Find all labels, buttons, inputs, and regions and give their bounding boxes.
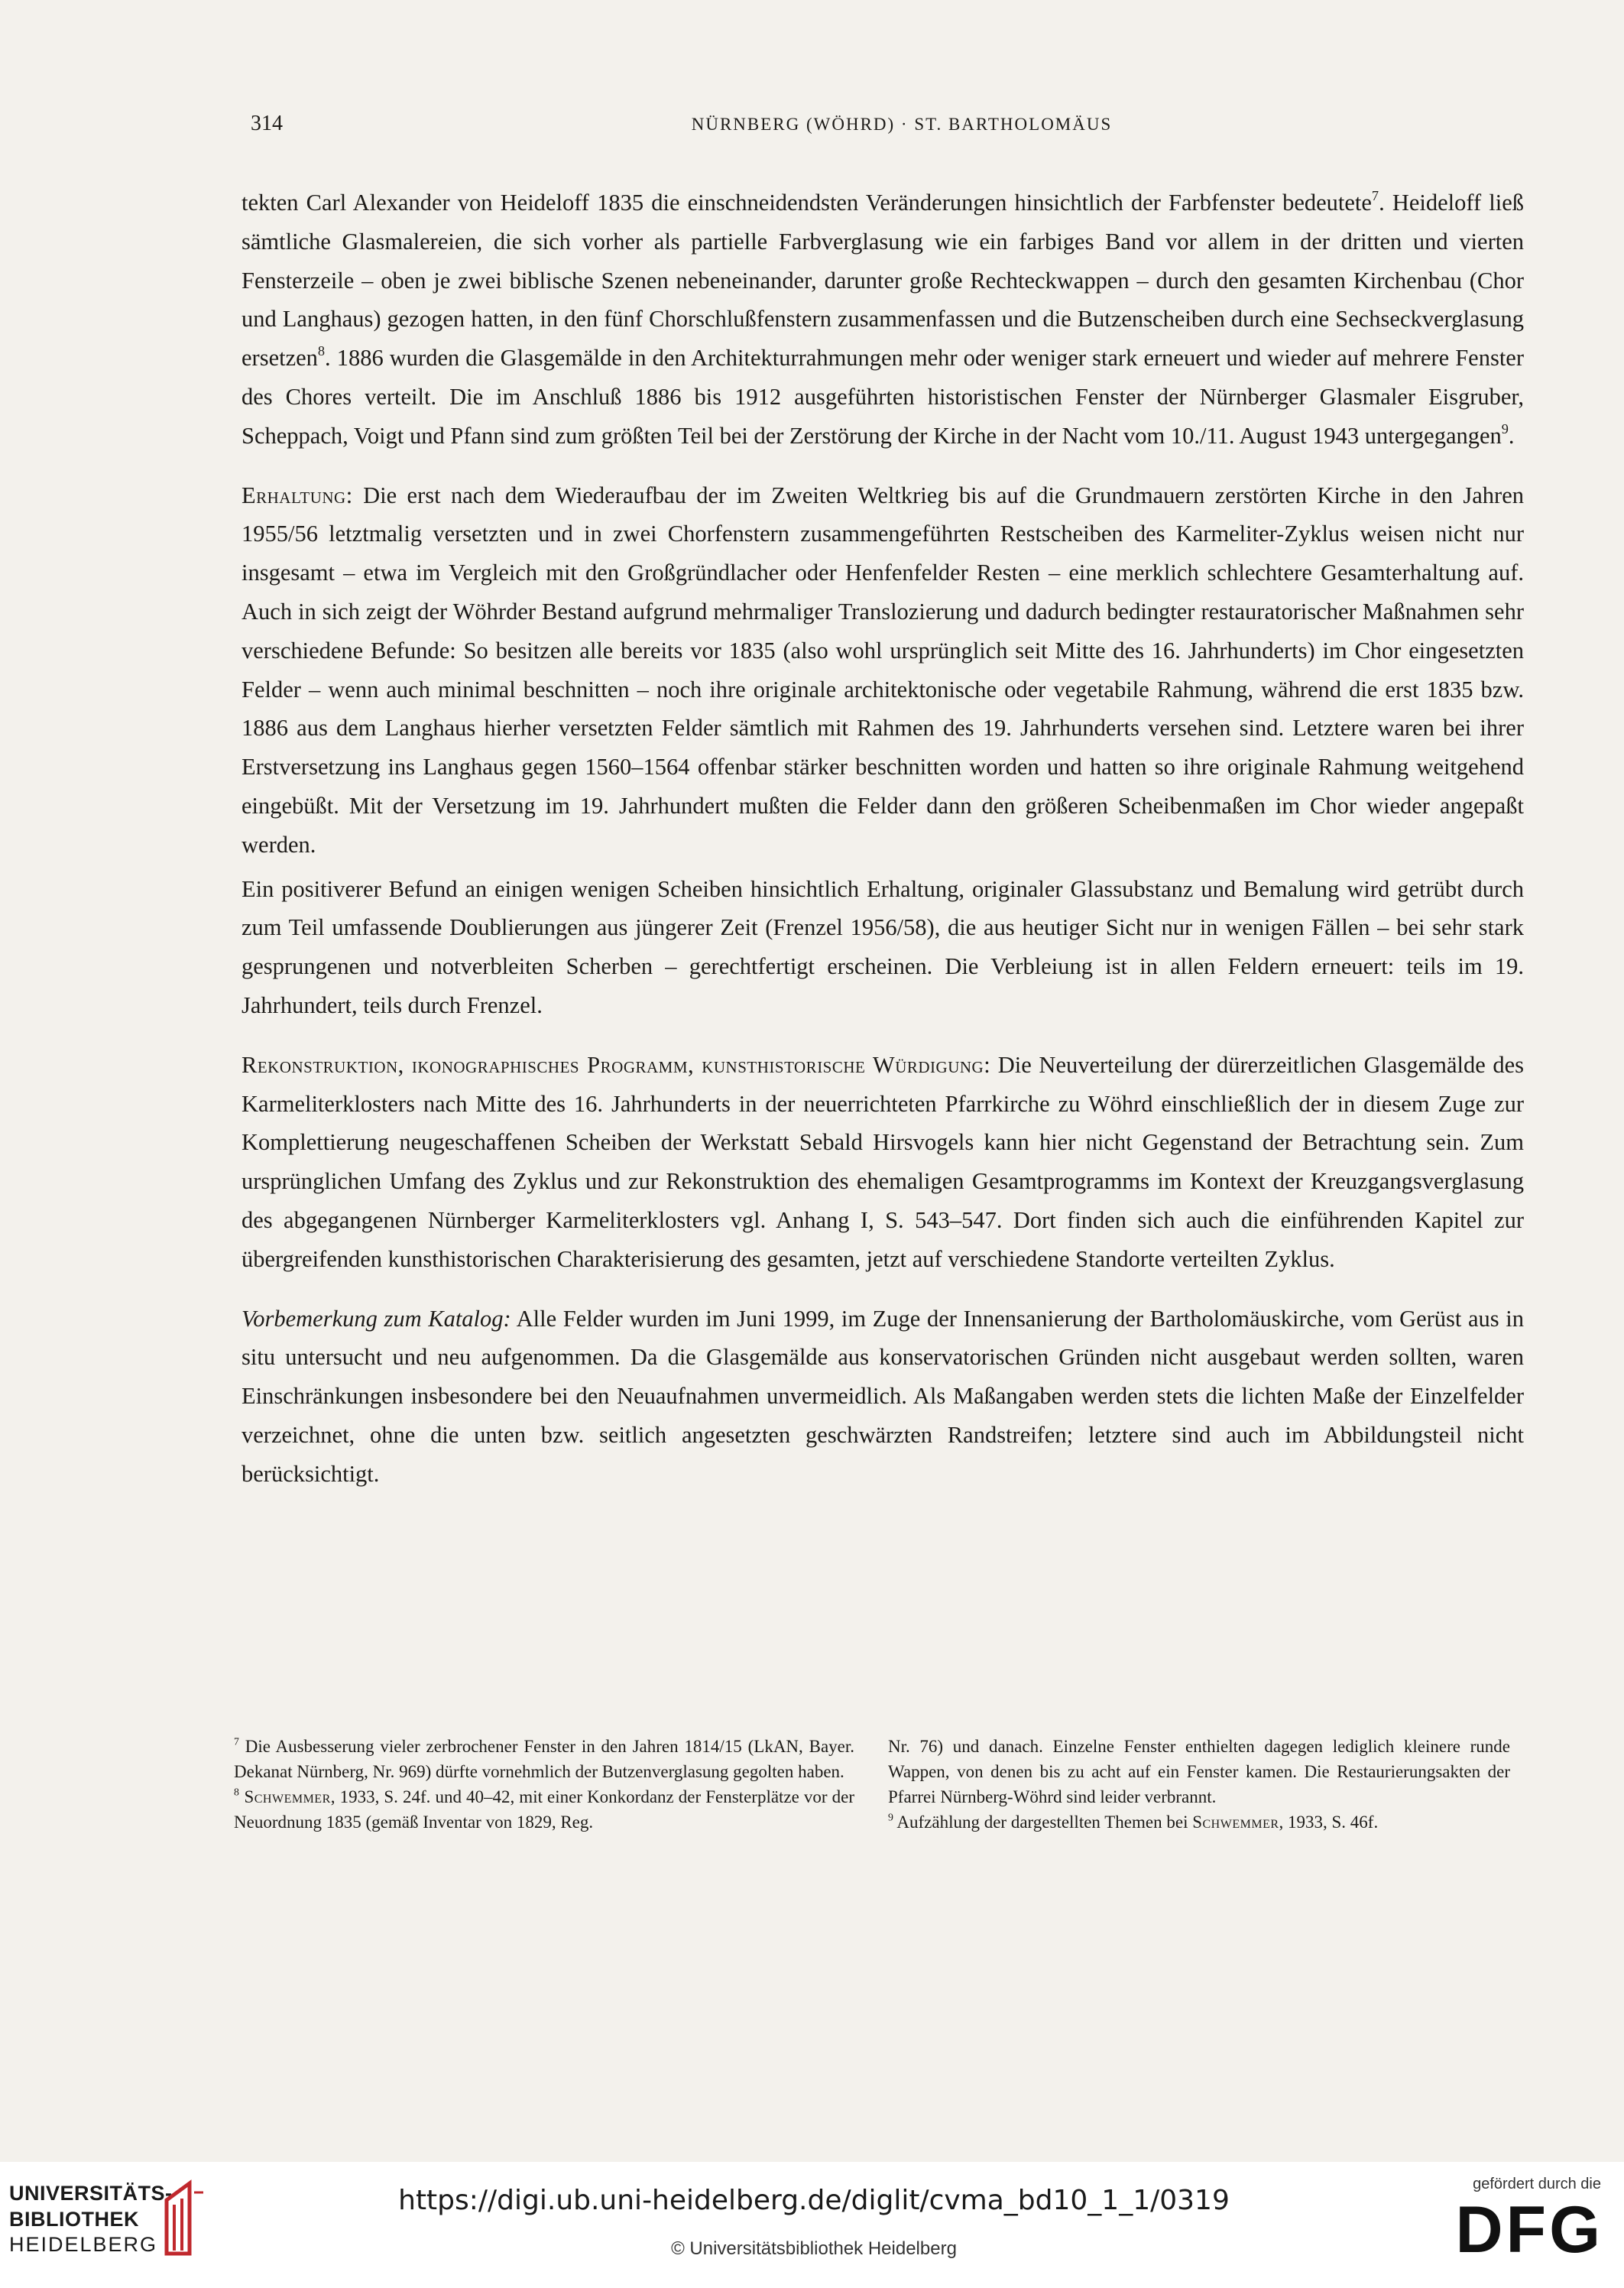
footnote-9: $^9$ Aufzählung der dargestellten Themen bei Schwemmer, 1933, S. 46f. xyxy=(888,1811,1379,1832)
footnotes-right-column xyxy=(888,1734,1510,1835)
footnote-ref-8[interactable]: 8 xyxy=(317,343,326,359)
page-number: 314 xyxy=(251,112,283,135)
paragraph-rekonstruktion: Rekonstruktion, ikonographisches Programm, kunsthistorische Würdigung: Die Neuverteilung der dürerzeitlichen Glasgemälde des Karmeliterklosters nach Mitte des 16. Jahrhunderts in der neuerrichteten Pfarrkirche zu Wöhrd einschließlich der in diesem Zuge zur Komplettierung neugeschaffenen Scheiben der Werkstatt Sebald Hirsvogels kann hier nicht Gegenstand der Betrachtung sein. Zum ursprünglichen Umfang des Zyklus und zur Rekonstruktion des ehemaligen Gesamtprogramms im Kontext der Kreuzgangsverglasung des abgegangenen Nürnberger Karmeliterklosters vgl. Anhang I, S. 543–547. Dort finden sich auch die einführenden Kapitel zur übergreifenden kunsthistorischen Charakterisierung des gesamten, jetzt auf verschiedene Standorte verteilten Zyklus. xyxy=(241,1051,1524,1272)
viewer-footer xyxy=(0,2162,1624,2288)
paragraph-befund: Ein positiverer Befund an einigen wenigen Scheiben hinsichtlich Erhaltung, originaler Glassubstanz und Bemalung wird getrübt durch zum Teil umfassende Doublierungen aus jüngerer Zeit (Frenzel 1956/58), die aus heutiger Sicht nur in wenigen Fällen – bei sehr stark gesprungenen und notverbleiten Scherben – gerechtfertigt erscheinen. Die Verbleiung ist in allen Feldern erneuert: teils im 19. Jahrhundert, teils durch Frenzel. xyxy=(241,875,1524,1018)
dfg-logo[interactable] xyxy=(1429,2176,1613,2275)
paragraph-history: tekten Carl Alexander von Heideloff 1835 die einschneidendsten Veränderungen hinsichtlich der Farbfenster bedeutete$^7$. Heideloff ließ sämtliche Glasmalereien, die sich vorher als partielle Farbverglasung wie ein farbiges Band vor allem in der dritten und vierten Fensterzeile – oben je zwei biblische Szenen nebeneinander, darunter große Rechteckwappen – durch den gesamten Kirchenbau (Chor und Langhaus) gezogen hatten, in den fünf Chorschlußfenstern zusammenfassen und die Butzenscheiben durch eine Sechseckverglasung ersetzen$^8$. 1886 wurden die Glasgemälde in den Architekturrahmungen mehr oder weniger stark erneuert und wieder auf mehrere Fenster des Chores verteilt. Die im Anschluß 1886 bis 1912 ausgeführten historistischen Fenster der Nürnberger Glasmaler Eisgruber, Scheppach, Voigt und Pfann sind zum größten Teil bei der Zerstörung der Kirche in der Nacht vom 10./11. August 1943 untergegangen$^9$. xyxy=(241,188,1524,449)
university-library-logo[interactable]: UNIVERSITÄTS- BIBLIOTHEK HEIDELBERG xyxy=(0,2162,229,2277)
section-lead-erhaltung: Erhaltung: xyxy=(241,482,353,508)
body-text xyxy=(241,183,1524,1514)
footnote-8-continued: Nr. 76) und danach. Einzelne Fenster enthielten dagegen lediglich kleinere runde Wappen, von denen bis zu acht auf ein Fenster kamen. Die Restaurierungsakten der Pfarrei Nürnberg-Wöhrd sind leider verbrannt. xyxy=(888,1737,1510,1806)
document-url-link[interactable]: https://digi.ub.uni-heidelberg.de/diglit/cvma_bd10_1_1/0319 xyxy=(398,2185,1230,2216)
footnotes-left-column xyxy=(234,1734,854,1835)
paragraph-vorbemerkung: Vorbemerkung zum Katalog: Alle Felder wurden im Juni 1999, im Zuge der Innensanierung der Bartholomäuskirche, vom Gerüst aus in situ untersucht und neu aufgenommen. Da die Glasgemälde aus konservatorischen Gründen nicht ausgebaut werden sollten, waren Einschränkungen insbesondere bei den Neuaufnahmen unvermeidlich. Als Maßangaben werden stets die lichten Maße der Einzelfelder verzeichnet, ohne die unten bzw. seitlich angesetzten geschwärzten Randstreifen; letztere sind auch im Abbildungsteil nicht berücksichtigt. xyxy=(241,1305,1524,1487)
section-lead-rekonstruktion: Rekonstruktion, ikonographisches Programm, kunsthistorische Würdigung: xyxy=(241,1051,991,1078)
footnote-ref-7[interactable]: 7 xyxy=(1371,188,1379,204)
footnote-7: $^7$ Die Ausbesserung vieler zerbrochener Fenster in den Jahren 1814/15 (LkAN, Bayer. Dekanat Nürnberg, Nr. 969) dürfte vornehmlich der Butzenverglasung gegolten haben. xyxy=(234,1735,854,1781)
dfg-mark: DFG xyxy=(1455,2193,1603,2267)
running-head: NÜRNBERG (WÖHRD) · ST. BARTHOLOMÄUS xyxy=(691,115,1113,134)
paragraph-erhaltung: Erhaltung: Die erst nach dem Wiederaufbau der im Zweiten Weltkrieg bis auf die Grundmauern zerstörten Kirche in den Jahren 1955/56 letztmalig versetzten und in zwei Chorfenstern zusammengeführten Restscheiben des Karmeliter-Zyklus weisen nicht nur insgesamt – etwa im Vergleich mit den Großgründlacher oder Henfenfelder Resten – eine merklich schlechtere Gesamterhaltung auf. Auch in sich zeigt der Wöhrder Bestand aufgrund mehrmaliger Translozierung und dadurch bedingter restauratorischer Maßnahmen sehr verschiedene Befunde: So besitzen alle bereits vor 1835 (also wohl ursprünglich seit Mitte des 16. Jahrhunderts) im Chor eingesetzten Felder – wenn auch minimal beschnitten – noch ihre originale architektonische oder vegetabile Rahmung, während die erst 1835 bzw. 1886 aus dem Langhaus hierher versetzten Felder sämtlich mit Rahmen des 19. Jahrhunderts versehen sind. Letztere waren bei ihrer Erstversetzung ins Langhaus gegen 1560–1564 offenbar stärker beschnitten worden und hatten so ihre originale Rahmung weitgehend eingebüßt. Mit der Versetzung im 19. Jahrhundert mußten die Felder dann den größeren Scheibenmaßen im Chor wieder angepaßt werden. xyxy=(241,482,1524,858)
copyright-notice: © Universitätsbibliothek Heidelberg xyxy=(671,2238,957,2259)
footnote-8: $^8$ Schwemmer, 1933, S. 24f. und 40–42, mit einer Konkordanz der Fensterplätze vor der Neuordnung 1835 (gemäß Inventar von 1829, Reg. xyxy=(234,1786,854,1832)
library-emblem-icon xyxy=(160,2177,206,2261)
section-lead-vorbemerkung: Vorbemerkung zum Katalog: xyxy=(241,1305,511,1332)
dfg-caption: gefördert durch die xyxy=(1473,2176,1601,2192)
footnote-ref-9[interactable]: 9 xyxy=(1501,420,1509,437)
